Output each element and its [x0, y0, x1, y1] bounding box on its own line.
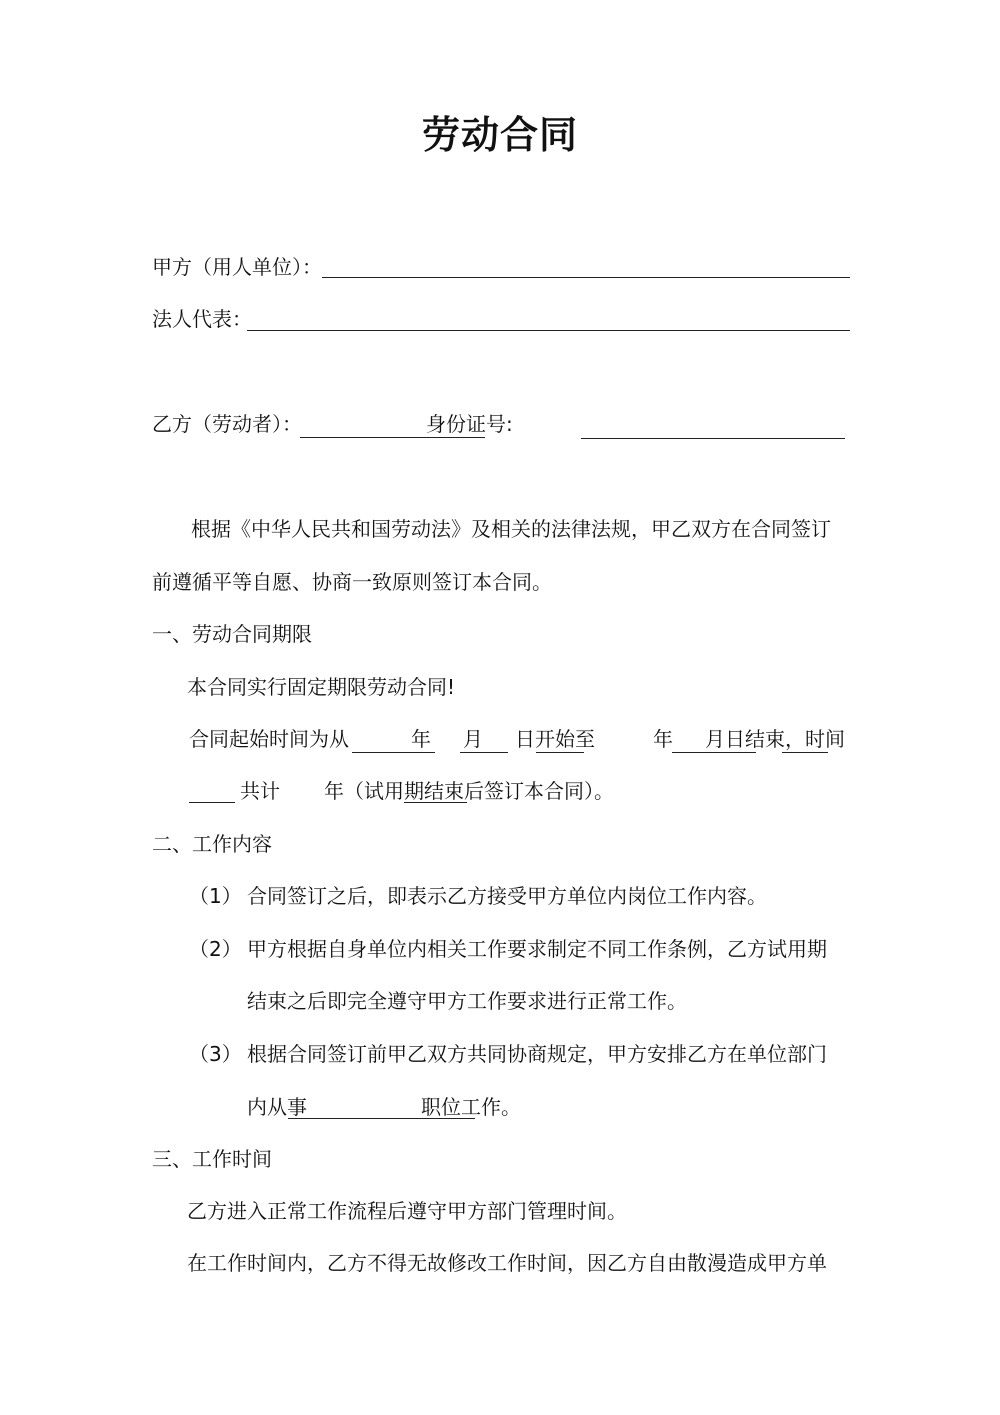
term-year-2: 年: [653, 727, 673, 751]
section-2-heading: 二、工作内容: [152, 832, 272, 856]
term-month-day-2: 月日结束，时间: [705, 727, 845, 751]
term-start-text: 合同起始时间为从: [189, 727, 349, 751]
term-year-3: 年（试用期结束后签订本合同）。: [324, 779, 614, 803]
probation-underline: [404, 802, 467, 803]
section-1-heading: 一、劳动合同期限: [152, 622, 312, 646]
legal-rep-blank[interactable]: [247, 330, 850, 331]
document-title: 劳动合同: [421, 113, 578, 157]
item-3-number: （3）: [189, 1042, 242, 1066]
item-1-number: （1）: [189, 884, 242, 908]
start-month-blank[interactable]: [460, 752, 508, 753]
section-3-heading: 三、工作时间: [152, 1147, 272, 1171]
term-total: 共计: [240, 779, 280, 803]
id-number-label: 身份证号:: [426, 412, 513, 436]
term-year-1: 年: [411, 727, 431, 751]
party-b-label: 乙方（劳动者）：: [152, 412, 302, 436]
intro-line-2: 前遵循平等自愿、协商一致原则签订本合同。: [152, 570, 552, 594]
term-month-1: 月: [463, 727, 483, 751]
item-1-text: 合同签订之后，即表示乙方接受甲方单位内岗位工作内容。: [247, 884, 767, 908]
end-year-blank[interactable]: [672, 752, 756, 753]
legal-rep-label: 法人代表：: [152, 307, 252, 331]
start-day-blank[interactable]: [536, 752, 584, 753]
section-3-paragraph-1: 乙方进入正常工作流程后遵守甲方部门管理时间。: [187, 1199, 627, 1223]
intro-line-1: 根据《中华人民共和国劳动法》及相关的法律法规，甲乙双方在合同签订: [191, 517, 831, 541]
item-2-text-line-1: 甲方根据自身单位内相关工作要求制定不同工作条例，乙方试用期: [247, 937, 827, 961]
item-3-text-line-1: 根据合同签订前甲乙双方共同协商规定，甲方安排乙方在单位部门: [247, 1042, 827, 1066]
item-2-text-line-2: 结束之后即完全遵守甲方工作要求进行正常工作。: [247, 989, 687, 1013]
term-day-1: 日开始至: [515, 727, 595, 751]
item-2-number: （2）: [189, 937, 242, 961]
party-a-label: 甲方（用人单位）：: [152, 255, 322, 279]
start-year-blank[interactable]: [352, 752, 435, 753]
duration-blank[interactable]: [189, 802, 235, 803]
section-3-paragraph-2: 在工作时间内，乙方不得无故修改工作时间，因乙方自由散漫造成甲方单: [187, 1251, 827, 1275]
party-a-blank[interactable]: [322, 277, 850, 278]
party-b-blank[interactable]: [300, 437, 485, 438]
item-3-text-line-2b: 职位工作。: [421, 1095, 521, 1119]
item-3-text-line-2a: 内从事: [247, 1095, 307, 1119]
end-day-blank[interactable]: [782, 752, 828, 753]
section-1-paragraph: 本合同实行固定期限劳动合同!: [187, 675, 456, 699]
id-number-blank[interactable]: [581, 438, 845, 439]
